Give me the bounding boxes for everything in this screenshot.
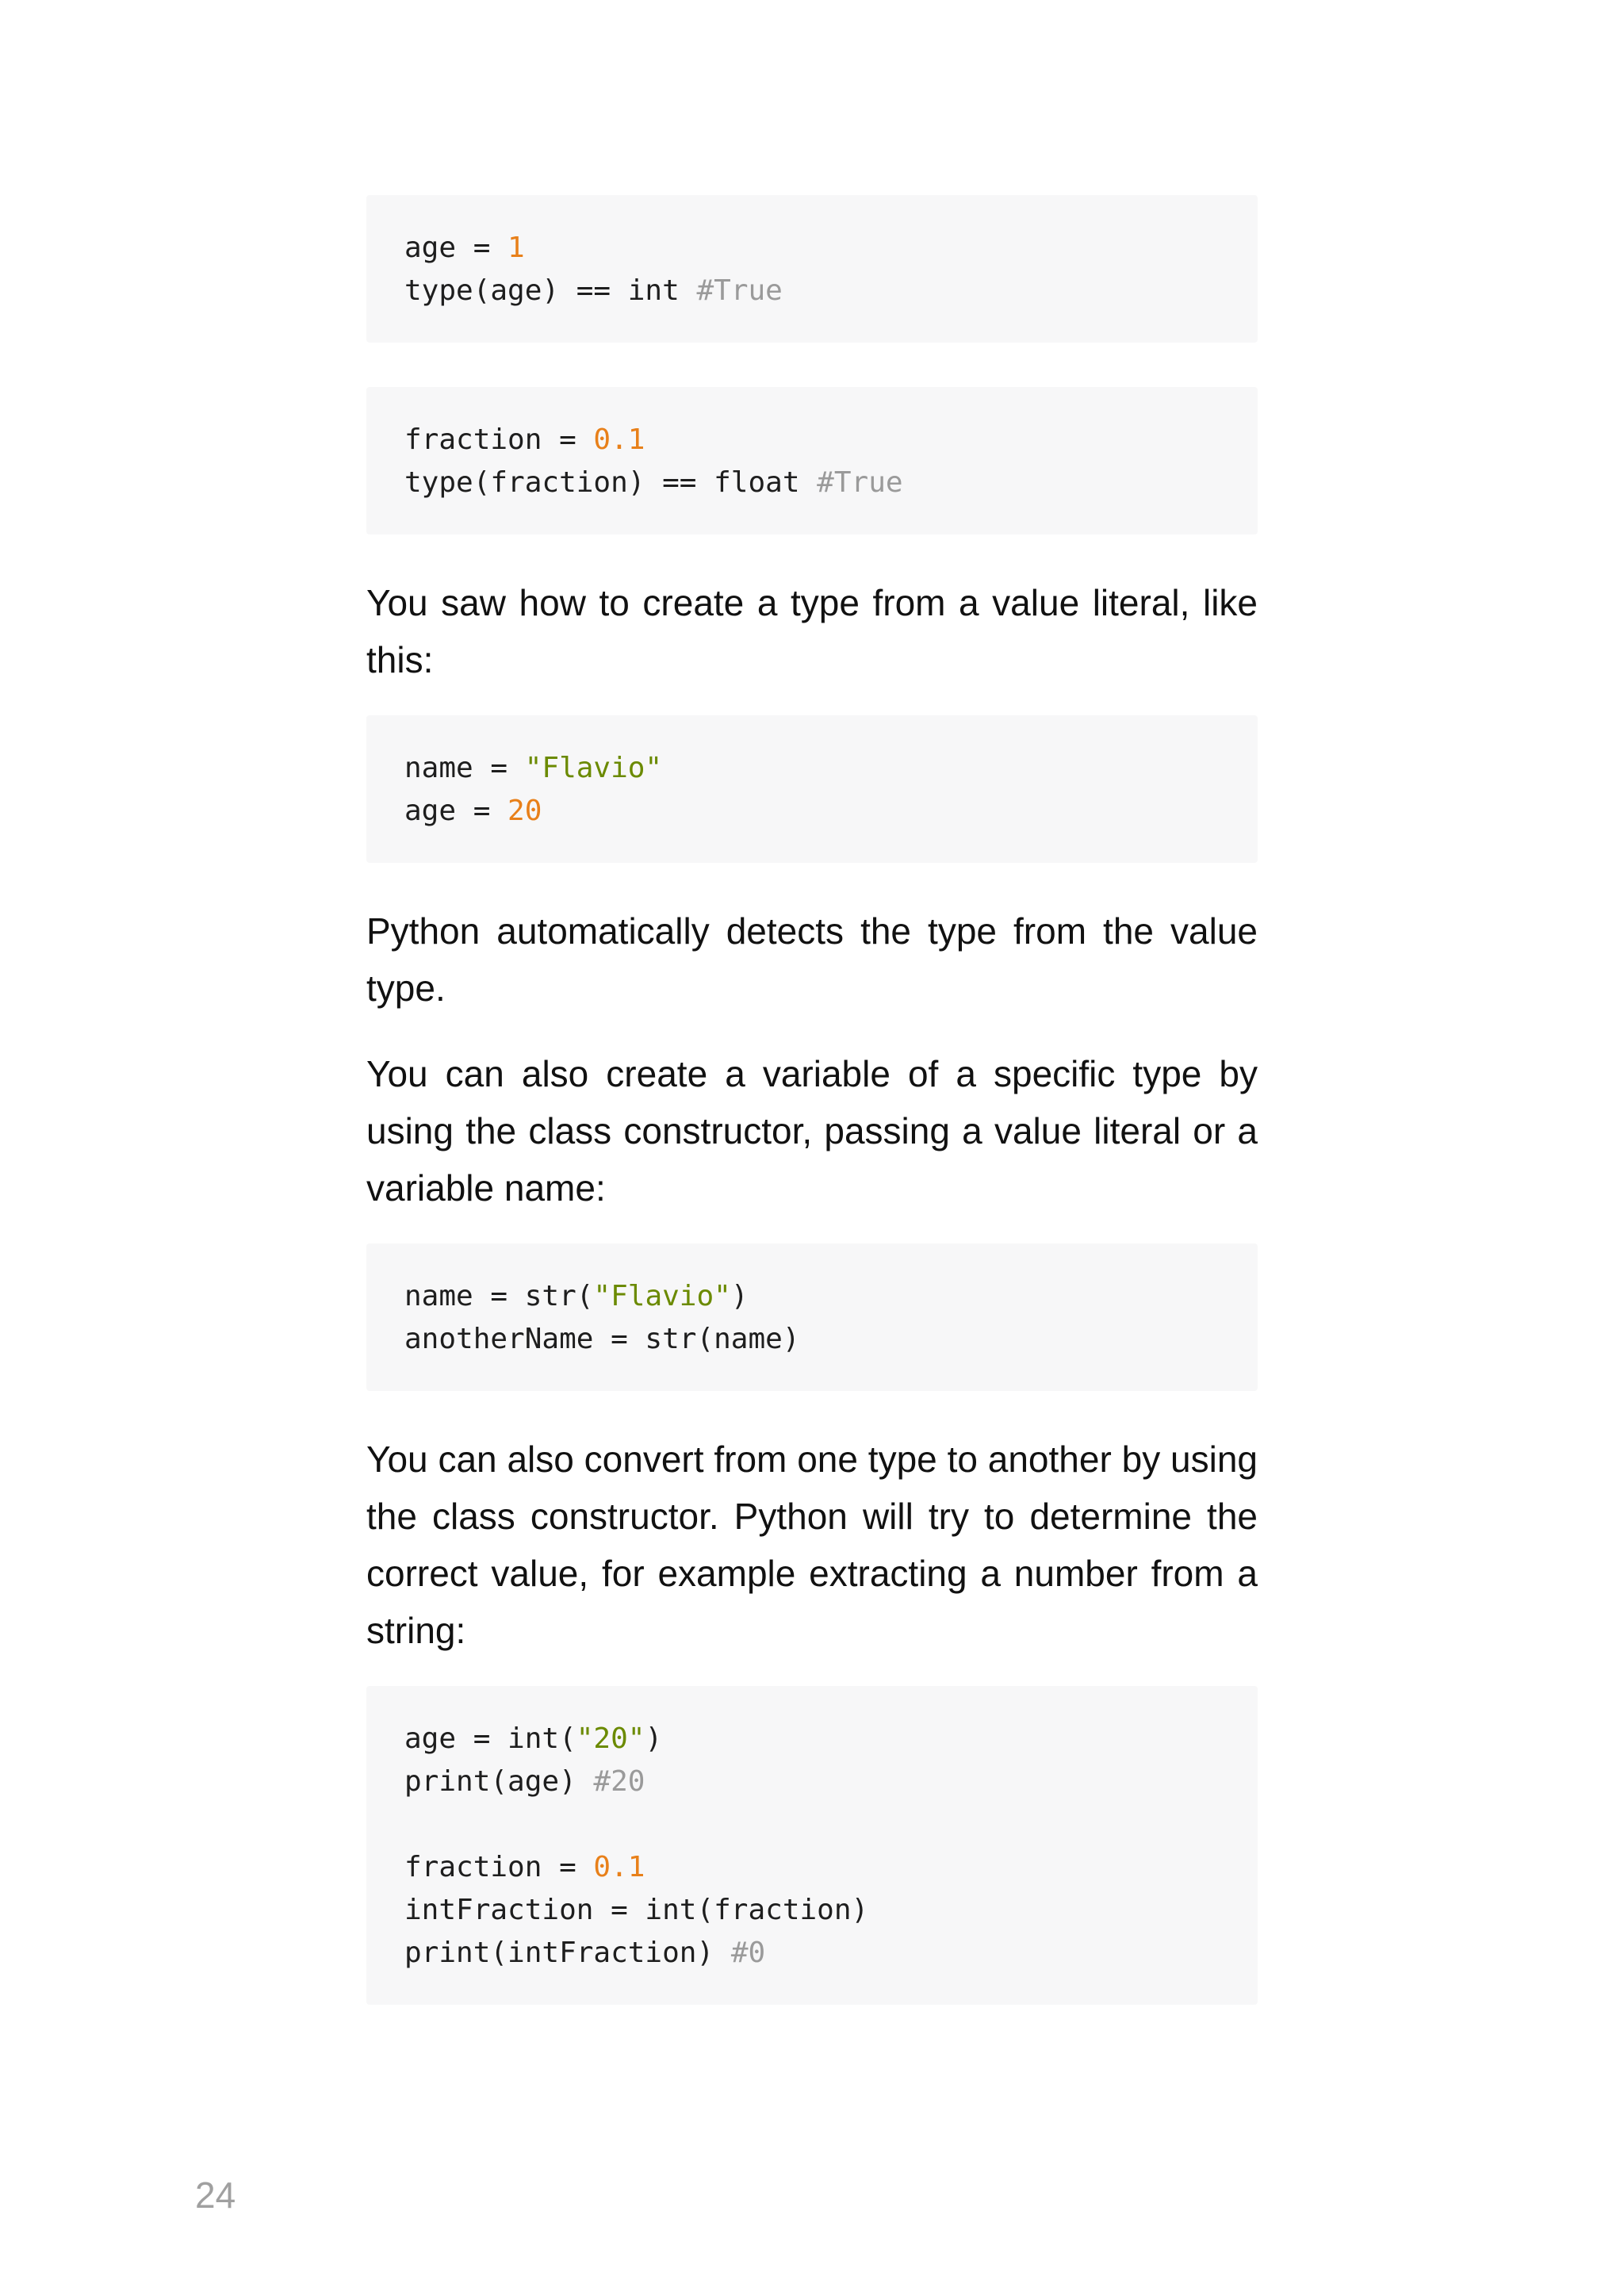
code-comment: #True [817, 466, 903, 499]
code-line [404, 747, 1220, 790]
page-number: 24 [195, 2174, 236, 2216]
code-number: 1 [508, 232, 525, 264]
code-text: age = [404, 795, 508, 827]
code-text: name = str( [404, 1280, 594, 1312]
code-line [404, 1761, 1220, 1803]
code-block [366, 715, 1258, 863]
paragraph: Python automatically detects the type from the value type. [366, 910, 1258, 1009]
code-line [404, 790, 1220, 833]
code-block [366, 195, 1258, 343]
code-string: "Flavio" [524, 752, 663, 784]
page-content [366, 195, 1258, 2005]
code-comment: #0 [730, 1937, 766, 1969]
code-line [404, 1889, 1220, 1932]
code-comment: #20 [593, 1765, 645, 1798]
code-text: fraction = [404, 423, 594, 456]
code-number: 0.1 [593, 423, 645, 456]
code-text: print(age) [404, 1765, 594, 1798]
paragraph: You saw how to create a type from a value literal, like this: [366, 582, 1258, 680]
code-text: name = [404, 752, 525, 784]
code-text: age = [404, 232, 508, 264]
code-line [404, 1932, 1220, 1975]
code-number: 0.1 [593, 1851, 645, 1883]
code-text: print(intFraction) [404, 1937, 731, 1969]
code-line [404, 1803, 1220, 1846]
code-line [404, 462, 1220, 504]
code-block [366, 1243, 1258, 1391]
code-line [404, 419, 1220, 462]
code-text: fraction = [404, 1851, 594, 1883]
code-line [404, 1275, 1220, 1318]
code-text: intFraction = int(fraction) [404, 1894, 869, 1926]
code-string: "Flavio" [593, 1280, 731, 1312]
code-text: type(fraction) == float [404, 466, 818, 499]
paragraph: You can also convert from one type to another by using the class constructor. Python will try to determine the correct value, for example extracting a number from a string: [366, 1439, 1258, 1651]
code-line [404, 1846, 1220, 1889]
code-line [404, 1318, 1220, 1361]
paragraph: You can also create a variable of a specific type by using the class constructor, passing a value literal or a variable name: [366, 1053, 1258, 1209]
code-string: "20" [576, 1722, 645, 1755]
code-block [366, 1686, 1258, 2005]
code-text: age = int( [404, 1722, 576, 1755]
code-line [404, 1718, 1220, 1761]
code-text: ) [730, 1280, 749, 1312]
code-line [404, 227, 1220, 270]
code-comment: #True [696, 274, 783, 307]
code-number: 20 [508, 795, 542, 827]
code-text: type(age) == int [404, 274, 697, 307]
code-line [404, 270, 1220, 312]
code-block [366, 387, 1258, 534]
code-text: ) [645, 1722, 663, 1755]
code-text: anotherName = str(name) [404, 1323, 800, 1355]
